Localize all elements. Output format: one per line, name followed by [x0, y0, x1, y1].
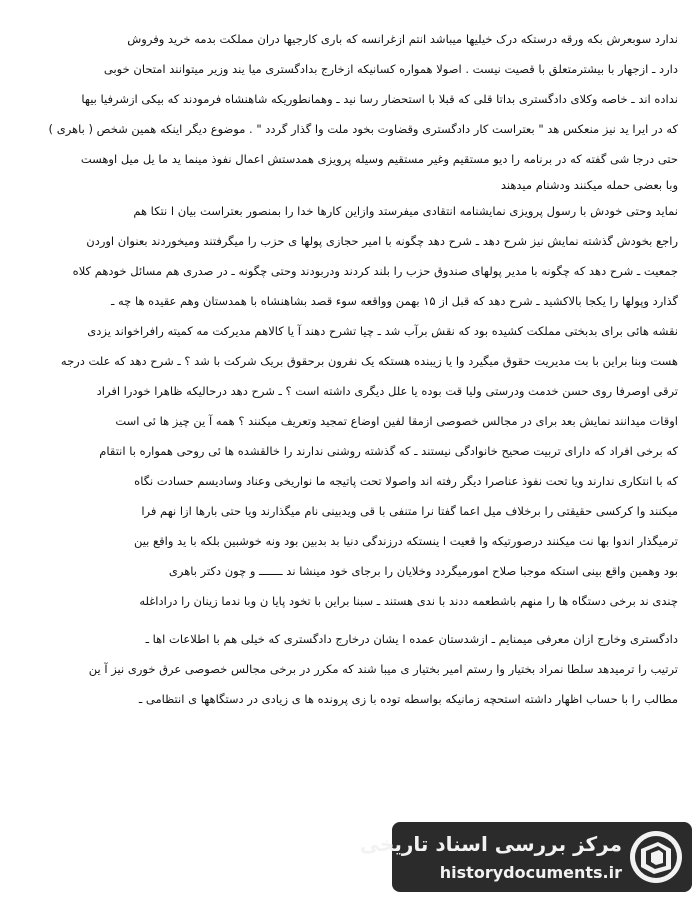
- text-line: راجع بخودش گذشته نمایش نیز شرح دهد ـ شرح دهد چگونه با امیر حجازی پولها ی حزب را میگرفتند ومیخوردند بعنوان اوردن: [86, 234, 678, 248]
- text-line: ترتیب را ترمیدهد سلطا نمراد بختیار وا رستم امیر بختیار ی میبا شند که مکرر در برخی مجالس خصوصی عرق خوری نیز آ ین: [88, 662, 678, 676]
- text-line: ترمیگذار اندوا بها نت میکنند درصورتیکه وا قعیت ا ینستکه درزندگی دنیا بد بدبین بود ونه خوشبین بلکه با ید واقع بین: [133, 534, 678, 548]
- text-line: مطالب را با حساب اظهار داشته استحچه زمانیکه بواسطه توده با زی پرونده ها ی زیادی در دستگاهها ی انتظامی ـ: [138, 692, 678, 706]
- text-line: هست وبنا براین با بت مدیریت حقوق میگیرد وا یا زیبنده هستکه یک نفرون برحقوق بریک شرکت با شد ؟ ـ شرح دهد که علت درجه: [60, 354, 678, 368]
- text-line: نماید وحتی خودش با رسول پرویزی نمایشنامه انتقادی میفرستد وازاین کارها خدا را بمنصور بعتراست بیان ا نتکا هم: [133, 204, 678, 218]
- text-line: جمعیت ـ شرح دهد که چگونه با مدیر پولهای صندوق حزب را بلند کردند ودربودند وحتی چگونه ـ در صدری هم مسائل خودهم کلاه: [72, 264, 678, 278]
- text-line: نداده اند ـ خاصه وکلای دادگستری بداتا قلی که قبلا با استحضار رسا نید ـ وهمانطوریکه شاهنشاه فرمودند که بیکی ازشرفیا بیها: [81, 92, 678, 106]
- archive-watermark: [359, 822, 692, 892]
- text-line: وبا بعضی حمله میکنند ودشنام میدهند: [500, 178, 678, 192]
- text-line: که برخی افراد که دارای تربیت صحیح خانوادگی نیستند ـ که گذشته روشنی ندارند را خالقشده ها ئی روحی همواره با انتقام: [99, 444, 678, 458]
- text-line: نقشه هائی برای بدبختی مملکت کشیده بود که نقش برآب شد ـ چیا تشرح دهند آ یا کالاهم مدیرکت مه کمیته رافراخواند یزدی: [87, 324, 678, 338]
- archive-url: historydocuments.ir: [439, 863, 622, 882]
- text-line: بود وهمین واقع بینی استکه موجبا صلاح امورمیگردد وخلایان را برجای خود مینشا ند ـــــــ و چون دکتر باهری: [168, 564, 678, 578]
- text-line: ندارد سوبعرش بکه ورقه درستکه درک خیلیها میباشد انتم ازغرانسه که باری کارجیها دران مملکت بدمه خرید وفروش: [127, 32, 678, 46]
- text-line: که در ایرا ید نیز منعکس هد " بعتراست کار دادگستری وقضاوت بخود ملت وا گذار گردد " . موضوع دیگر اینکه همین شخص ( باهری ): [48, 122, 678, 136]
- archive-name: مرکز بررسی اسناد تاریخی: [359, 832, 622, 856]
- text-line: دادگستری وخارج ازان معرفی میمنایم ـ ازشدستان عمده ا یشان درخارج دادگستری که خیلی هم با اطلاعات اها ـ: [145, 632, 678, 646]
- typed-text-body: [34, 24, 678, 714]
- text-line: میکنند وا کرکسی حقیقتی را برخلاف میل اعما گفتا نرا متنفی با قی ویدبینی نام میگذارند ویا حتی بارها ازا نهم فرا: [141, 504, 678, 518]
- text-line: ترقی اوصرفا روی حسن خدمت ودرستی وليا قت بوده يا علل دیگری داشته است ؟ ـ شرح دهد درحالیکه ظاهرا خودرا افراد: [96, 384, 678, 398]
- text-line: گذارد وپولها را یکجا بالاکشید ـ شرح دهد که قبل از ۱۵ بهمن وواقعه سوء قصد بشاهنشاه با همدستان وهم عقیده ها چه ـ: [110, 294, 678, 308]
- text-line: اوقات میدانند نمایش بعد برای در مجالس خصوصی ازمقا لفین اوضاع تمجید وتعریف میکنند ؟ همه آ ین چیز ها ئی است: [115, 414, 678, 428]
- text-line: دارد ـ ازجهار با بیشترمتعلق با قصیت نیست . اصولا همواره کسانیکه ازخارج بدادگستری میا یند وزیر میتوانند امتحان خوبی: [103, 62, 678, 76]
- text-line: حتی درجا شی گفته که در برنامه را دیو مستقیم وغیر مستقیم وسیله پرویزی همدستش اعمال نفوذ مینما ید ما یل میل اوهست: [80, 152, 678, 166]
- text-line: چندی ند برخی دستگاه ها را منهم باشطعمه ددند با ندی هستند ـ سبنا براین با تخود پایا ن وبا ندما زینان را دراداغله: [139, 594, 678, 608]
- archive-logo-icon: [628, 829, 684, 885]
- text-line: که با انتکاری ندارند ویا تحت نفوذ عناصرا دیگر رفته اند واصولا تحت پاتیجه ما نواریخی وعناد وسادیسم حسادت نگاه: [134, 474, 678, 488]
